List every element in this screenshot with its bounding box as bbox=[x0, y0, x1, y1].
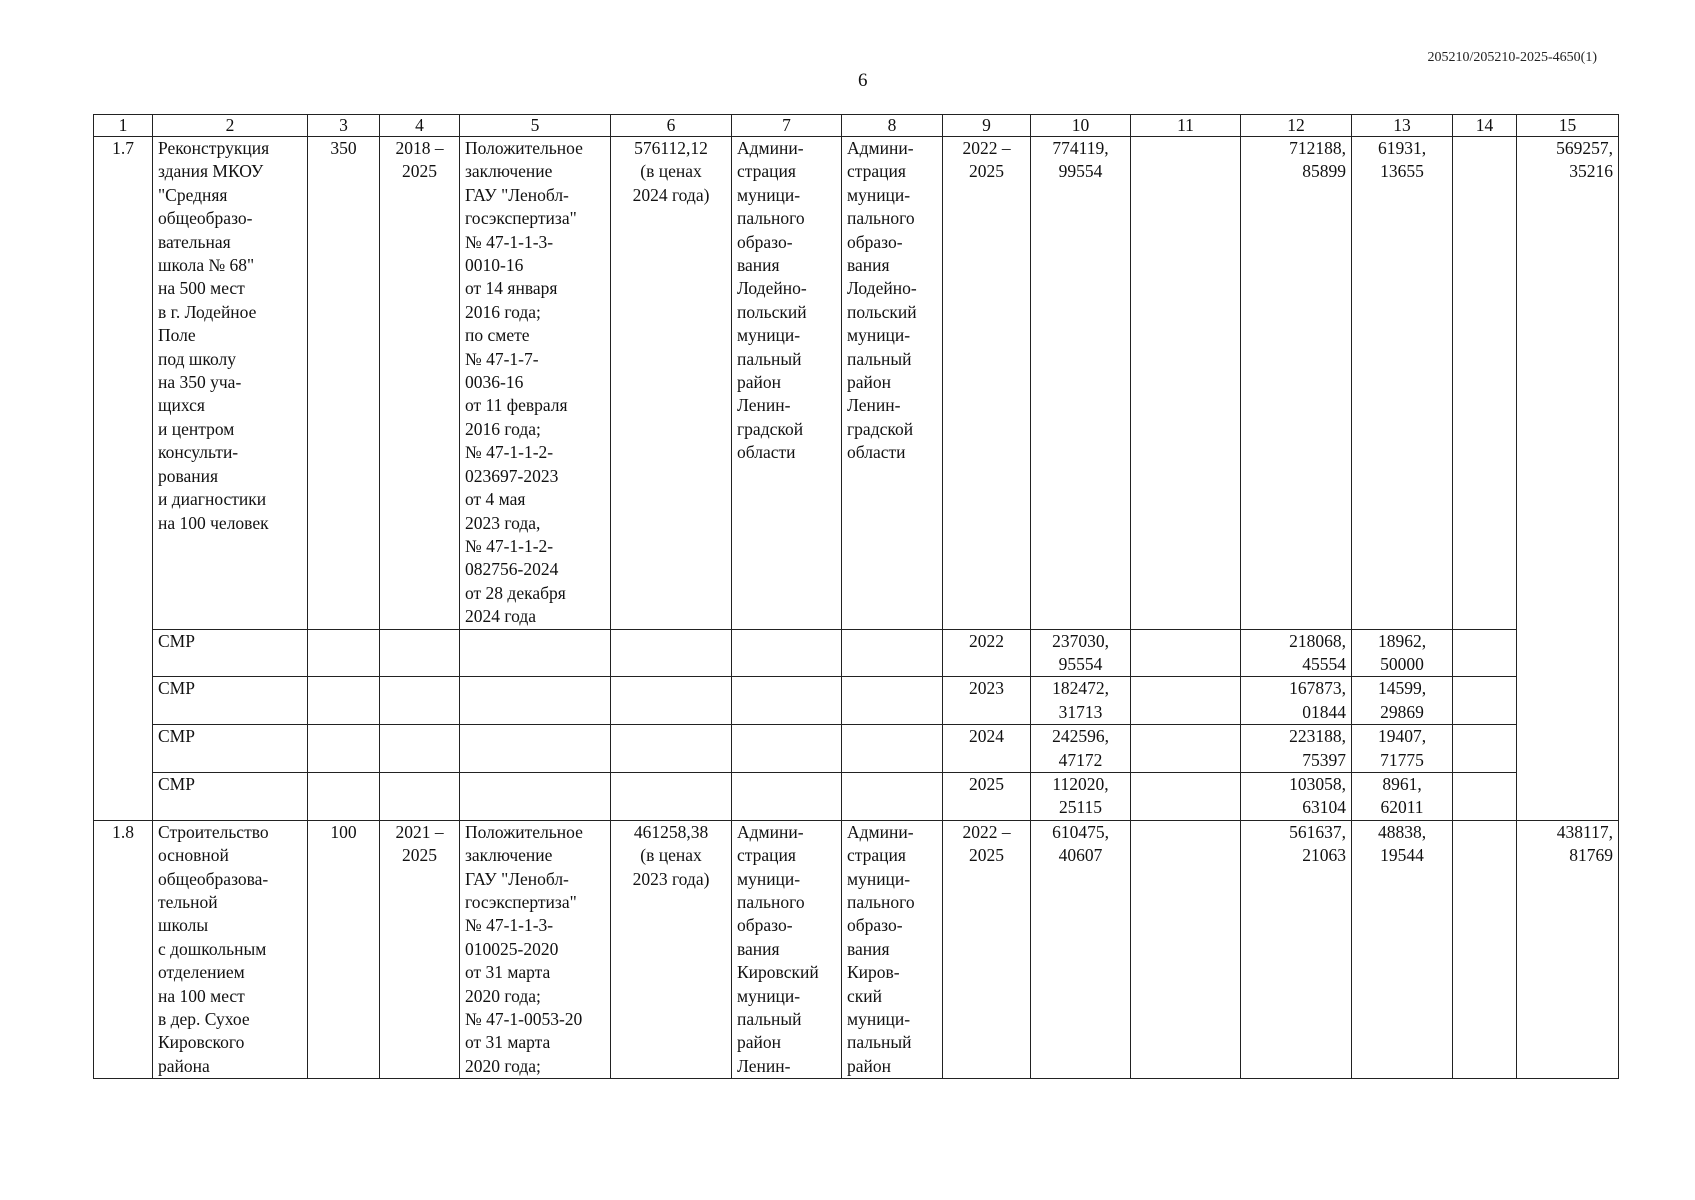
col-12: 561637, 21063 bbox=[1241, 820, 1352, 1078]
developer: Админи- страция муници- пального образо- вания Киров- ский муници- пальный район bbox=[842, 820, 943, 1078]
subrow-total: 242596, 47172 bbox=[1031, 725, 1131, 773]
subrow-col-12: 218068, 45554 bbox=[1241, 629, 1352, 677]
subrow-total: 112020, 25115 bbox=[1031, 772, 1131, 820]
header-cell: 5 bbox=[460, 115, 611, 137]
developer: Админи- страция муници- пального образо- вания Лодейно- польский муници- пальный район Ленин- градской области bbox=[842, 137, 943, 630]
period: 2018 – 2025 bbox=[380, 137, 460, 630]
page-number: 6 bbox=[858, 70, 868, 91]
header-cell: 4 bbox=[380, 115, 460, 137]
subrow-label: СМР bbox=[153, 725, 308, 773]
subrow-total: 237030, 95554 bbox=[1031, 629, 1131, 677]
header-cell: 15 bbox=[1517, 115, 1619, 137]
subrow-year: 2025 bbox=[943, 772, 1031, 820]
table-row bbox=[94, 629, 1619, 677]
estimated-cost: 576112,12 (в ценах 2024 года) bbox=[611, 137, 732, 630]
col-13: 48838, 19544 bbox=[1352, 820, 1453, 1078]
table-row bbox=[94, 772, 1619, 820]
subrow-year: 2023 bbox=[943, 677, 1031, 725]
col-14 bbox=[1453, 137, 1517, 630]
subrow-label: СМР bbox=[153, 677, 308, 725]
funding-years: 2022 – 2025 bbox=[943, 820, 1031, 1078]
table-row bbox=[94, 677, 1619, 725]
total-amount: 774119, 99554 bbox=[1031, 137, 1131, 630]
capacity: 100 bbox=[308, 820, 380, 1078]
estimated-cost: 461258,38 (в ценах 2023 года) bbox=[611, 820, 732, 1078]
col-14 bbox=[1453, 820, 1517, 1078]
subrow-total: 182472, 31713 bbox=[1031, 677, 1131, 725]
subrow-col-12: 167873, 01844 bbox=[1241, 677, 1352, 725]
col-11 bbox=[1131, 137, 1241, 630]
total-amount: 610475, 40607 bbox=[1031, 820, 1131, 1078]
object-name: Реконструкция здания МКОУ "Средняя общеобразо- вательная школа № 68" на 500 мест в г. Лодейное Поле под школу на 350 уча- щихся и центром консульти- рования и диагностики на 100 человек bbox=[153, 137, 308, 630]
period: 2021 – 2025 bbox=[380, 820, 460, 1078]
row-number: 1.8 bbox=[94, 820, 153, 1078]
table-row bbox=[94, 137, 1619, 630]
subrow-year: 2022 bbox=[943, 629, 1031, 677]
investment-table bbox=[93, 114, 1619, 1079]
subrow-col-12: 103058, 63104 bbox=[1241, 772, 1352, 820]
col-15: 438117, 81769 bbox=[1517, 820, 1619, 1078]
header-cell: 2 bbox=[153, 115, 308, 137]
table-row bbox=[94, 725, 1619, 773]
header-cell: 6 bbox=[611, 115, 732, 137]
col-11 bbox=[1131, 820, 1241, 1078]
customer: Админи- страция муници- пального образо- вания Лодейно- польский муници- пальный район Ленин- градской области bbox=[732, 137, 842, 630]
header-cell: 9 bbox=[943, 115, 1031, 137]
header-cell: 13 bbox=[1352, 115, 1453, 137]
header-cell: 12 bbox=[1241, 115, 1352, 137]
col-15: 569257, 35216 bbox=[1517, 137, 1619, 821]
object-name: Строительство основной общеобразова- тельной школы с дошкольным отделением на 100 мест в дер. Сухое Кировского района bbox=[153, 820, 308, 1078]
subrow-year: 2024 bbox=[943, 725, 1031, 773]
header-cell: 14 bbox=[1453, 115, 1517, 137]
subrow-col-13: 8961, 62011 bbox=[1352, 772, 1453, 820]
row-number: 1.7 bbox=[94, 137, 153, 821]
col-12: 712188, 85899 bbox=[1241, 137, 1352, 630]
subrow-col-13: 14599, 29869 bbox=[1352, 677, 1453, 725]
funding-years: 2022 – 2025 bbox=[943, 137, 1031, 630]
table-row bbox=[94, 820, 1619, 1078]
expertise: Положительное заключение ГАУ "Ленобл- госэкспертиза" № 47-1-1-3- 0010-16 от 14 января 2016 года; по смете № 47-1-7- 0036-16 от 11 февраля 2016 года; № 47-1-1-2- 023697-2023 от 4 мая 2023 года, № 47-1-1-2- 082756-2024 от 28 декабря 2024 года bbox=[460, 137, 611, 630]
header-cell: 3 bbox=[308, 115, 380, 137]
col-13: 61931, 13655 bbox=[1352, 137, 1453, 630]
column-numbers-row bbox=[94, 115, 1619, 137]
subrow-col-13: 19407, 71775 bbox=[1352, 725, 1453, 773]
document-id: 205210/205210-2025-4650(1) bbox=[1427, 50, 1597, 65]
subrow-label: СМР bbox=[153, 629, 308, 677]
header-cell: 7 bbox=[732, 115, 842, 137]
subrow-col-13: 18962, 50000 bbox=[1352, 629, 1453, 677]
header-cell: 11 bbox=[1131, 115, 1241, 137]
subrow-col-12: 223188, 75397 bbox=[1241, 725, 1352, 773]
subrow-label: СМР bbox=[153, 772, 308, 820]
header-cell: 8 bbox=[842, 115, 943, 137]
customer: Админи- страция муници- пального образо- вания Кировский муници- пальный район Ленин- bbox=[732, 820, 842, 1078]
capacity: 350 bbox=[308, 137, 380, 630]
expertise: Положительное заключение ГАУ "Ленобл- госэкспертиза" № 47-1-1-3- 010025-2020 от 31 марта 2020 года; № 47-1-0053-20 от 31 марта 2020 года; bbox=[460, 820, 611, 1078]
header-cell: 10 bbox=[1031, 115, 1131, 137]
header-cell: 1 bbox=[94, 115, 153, 137]
